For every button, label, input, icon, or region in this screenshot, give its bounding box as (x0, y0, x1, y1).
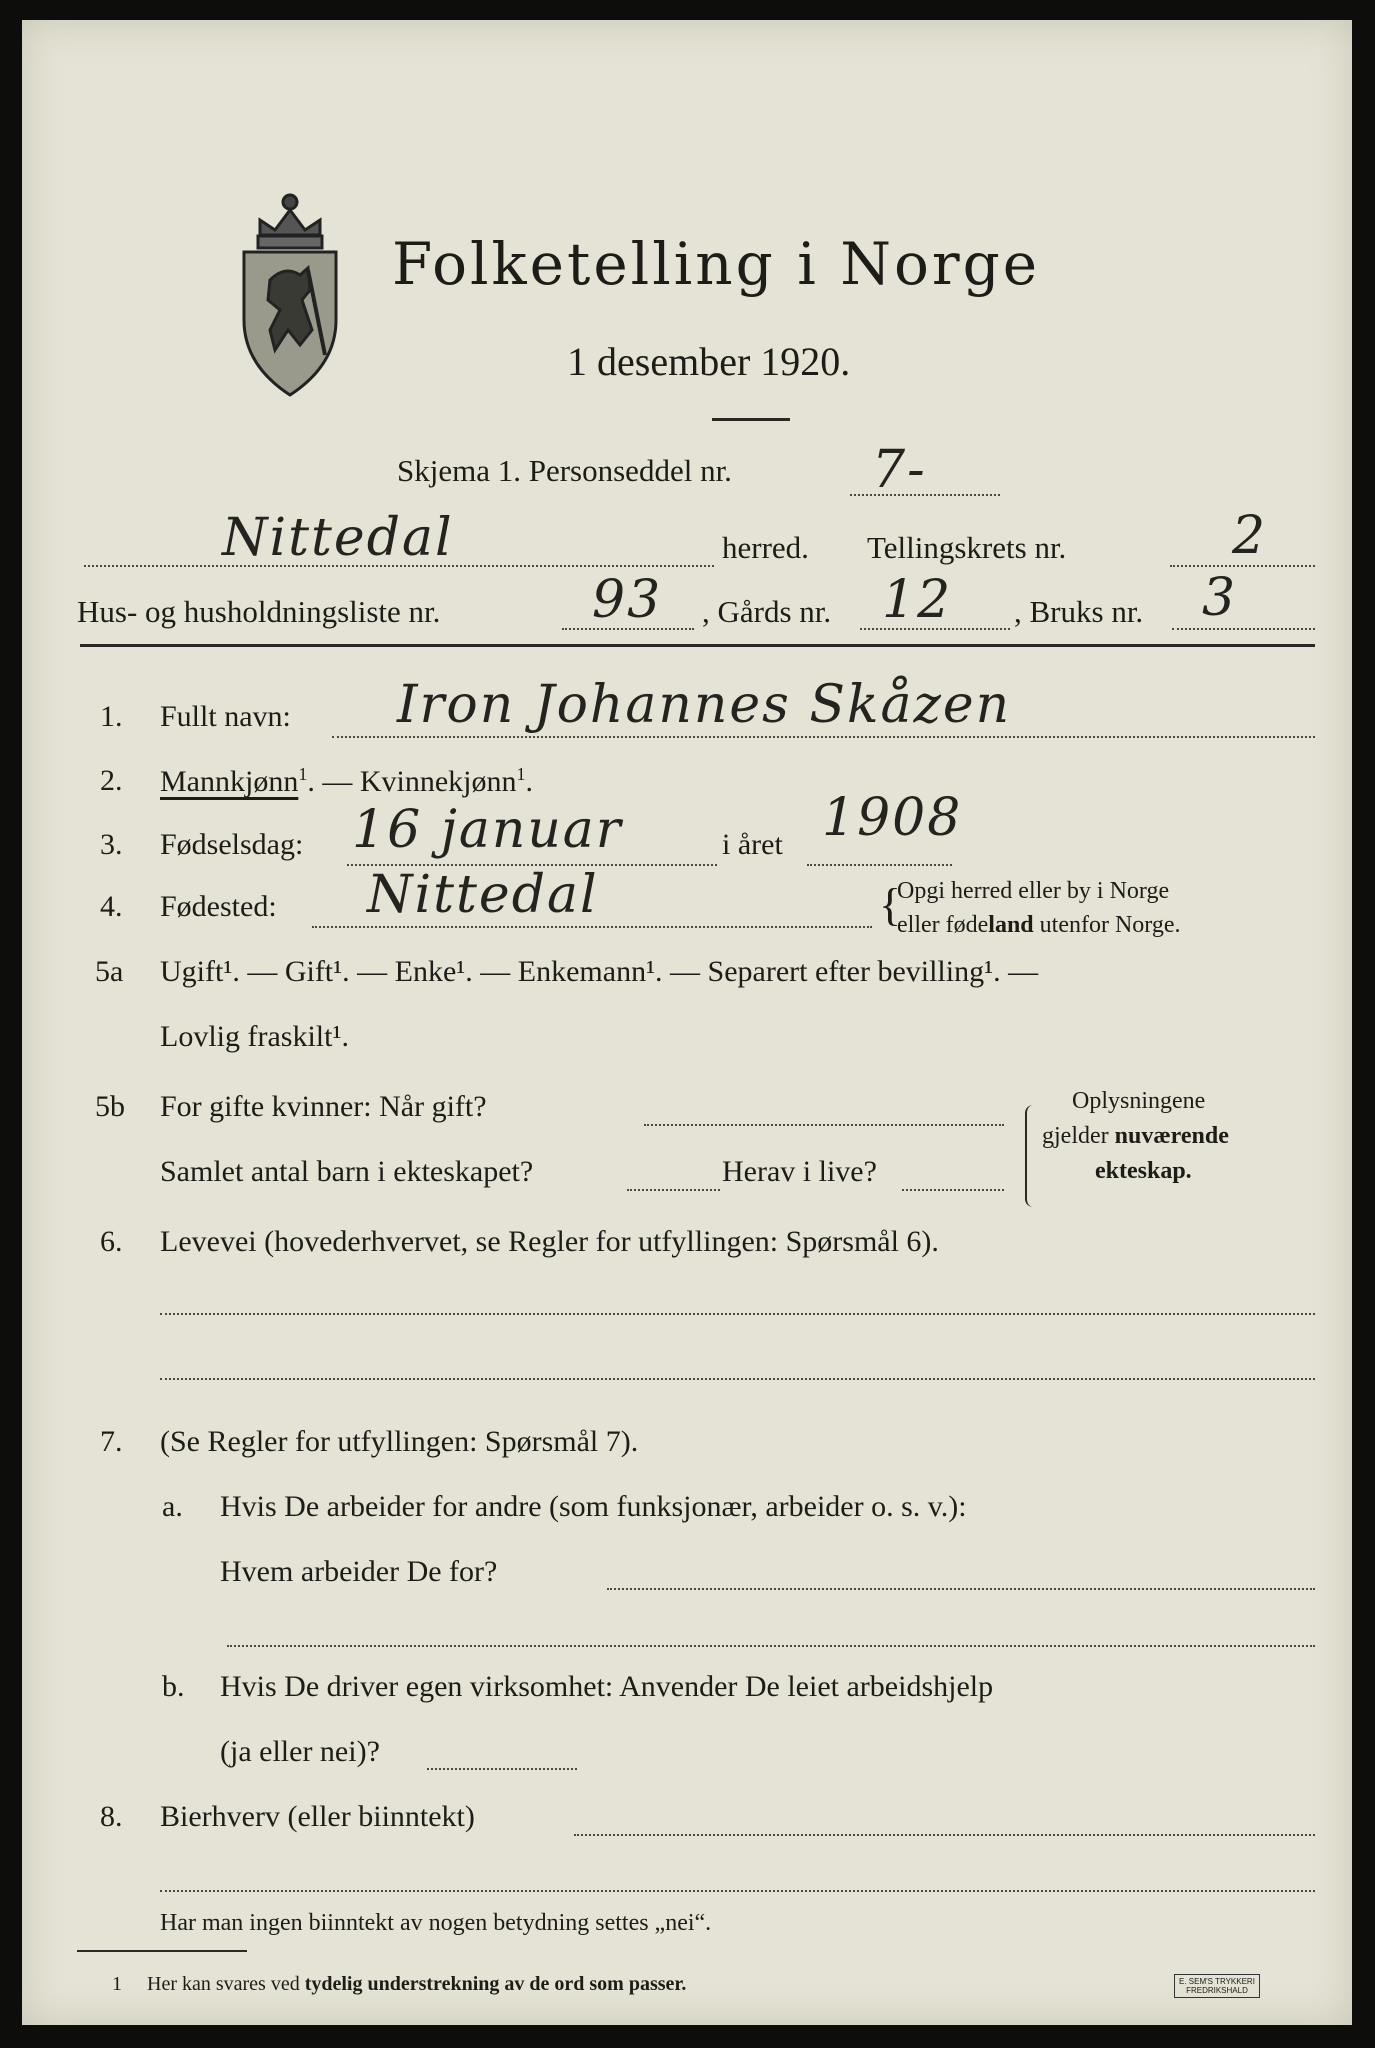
q7b-line1: Hvis De driver egen virksomhet: Anvender De leiet arbeidshjelp (220, 1670, 994, 1703)
q6-label: Levevei (hovederhvervet, se Regler for utfyllingen: Spørsmål 6). (160, 1225, 939, 1258)
herred-label: herred. (722, 530, 809, 565)
q5a-options-line2[interactable]: Lovlig fraskilt¹. (160, 1020, 349, 1053)
q3-label: Fødselsdag: (160, 828, 304, 861)
q6-line2[interactable] (160, 1378, 1315, 1380)
q5b-married-line (644, 1124, 1004, 1126)
q7-number: 7. (100, 1425, 123, 1458)
q5a-number: 5a (95, 955, 124, 988)
gards-value[interactable]: 12 (882, 570, 953, 630)
q5b-alive-label: Herav i live? (722, 1155, 877, 1188)
header-rule (80, 644, 1315, 647)
q7-label: (Se Regler for utfyllingen: Spørsmål 7). (160, 1425, 639, 1458)
q2-female-option[interactable]: . — Kvinnekjønn (307, 765, 517, 798)
q5b-number: 5b (95, 1090, 125, 1123)
census-form (22, 20, 1352, 2025)
q2-male-option[interactable]: Mannkjønn (160, 765, 299, 798)
q3-year-line (807, 864, 952, 866)
herred-value[interactable]: Nittedal (222, 508, 454, 568)
full-name-value[interactable]: Iron Johannes Skåzen (397, 675, 1012, 735)
q4-number: 4. (100, 890, 123, 923)
birthplace-value[interactable]: Nittedal (367, 865, 599, 925)
q5a-options[interactable]: Ugift¹. — Gift¹. — Enke¹. — Enkemann¹. — Separert efter bevilling¹. — (160, 955, 1039, 988)
q2-number: 2. (100, 764, 123, 797)
title-divider (712, 418, 790, 421)
q8-line[interactable] (574, 1834, 1315, 1836)
q8-label: Bierhverv (eller biinntekt) (160, 1800, 475, 1833)
q3-number: 3. (100, 828, 123, 861)
form-date: 1 desember 1920. (567, 339, 851, 384)
q4-label: Fødested: (160, 890, 277, 923)
q1-number: 1. (100, 700, 123, 733)
q4-line (312, 926, 872, 928)
q3-year-label: i året (722, 828, 783, 861)
bruks-value[interactable]: 3 (1202, 568, 1238, 628)
q5b-alive-line (902, 1189, 1004, 1191)
personseddel-value[interactable]: 7- (872, 440, 927, 500)
q7b-line2: (ja eller nei)? (220, 1735, 380, 1768)
footnote-text: Her kan svares ved tydelig understrekning av de ord som passer. (147, 1973, 687, 1995)
q7a-line-extra[interactable] (227, 1645, 1315, 1647)
q8-line-extra[interactable] (160, 1890, 1315, 1892)
q4-brace: { (879, 879, 902, 930)
q5b-note-line2: gjelder nuværende (1042, 1123, 1229, 1149)
birthday-value[interactable]: 16 januar (352, 800, 623, 860)
birth-year-value[interactable]: 1908 (822, 788, 963, 848)
form-title: Folketelling i Norge (392, 230, 1041, 298)
schema-label: Skjema 1. Personseddel nr. (397, 453, 732, 488)
coat-of-arms-icon (230, 180, 350, 400)
husliste-label: Hus- og husholdningsliste nr. (77, 594, 441, 629)
q7b-number: b. (162, 1670, 185, 1703)
q7a-line1: Hvis De arbeider for andre (som funksjonær, arbeider o. s. v.): (220, 1490, 967, 1523)
husliste-value[interactable]: 93 (592, 570, 663, 630)
q7a-line2: Hvem arbeider De for? (220, 1555, 498, 1588)
tellingskrets-label: Tellingskrets nr. (867, 530, 1067, 565)
footnote-rule (77, 1950, 247, 1952)
q5b-children-line (627, 1189, 720, 1191)
q5b-note-line1: Oplysningene (1072, 1088, 1206, 1114)
footnote-mark: 1 (112, 1973, 122, 1995)
printer-stamp: E. SEM'S TRYKKERI FREDRIKSHALD (1174, 1974, 1260, 1998)
bruks-label: , Bruks nr. (1014, 594, 1144, 629)
tellingskrets-value[interactable]: 2 (1232, 506, 1268, 566)
bruks-line (1172, 628, 1315, 630)
q4-note-line1: Opgi herred eller by i Norge (897, 878, 1170, 904)
q6-line1[interactable] (160, 1313, 1315, 1315)
q7a-number: a. (162, 1490, 183, 1523)
q8-number: 8. (100, 1800, 123, 1833)
q4-note-line2: eller fødeland utenfor Norge. (897, 912, 1181, 938)
q1-label: Fullt navn: (160, 700, 291, 733)
q1-line (332, 736, 1315, 738)
q2-options: Mannkjønn$^1$. — Kvinnekjønn$^1$. (160, 764, 533, 798)
q6-number: 6. (100, 1225, 123, 1258)
q8-note: Har man ingen biinntekt av nogen betydning settes „nei“. (160, 1910, 712, 1936)
q5b-note-line3: ekteskap. (1095, 1158, 1192, 1184)
q5b-children-label: Samlet antal barn i ekteskapet? (160, 1155, 534, 1188)
q7b-line[interactable] (427, 1768, 577, 1770)
q7a-line[interactable] (607, 1588, 1315, 1590)
q5b-married-label: For gifte kvinner: Når gift? (160, 1090, 487, 1123)
q5b-bracket (1025, 1105, 1033, 1207)
gards-label: , Gårds nr. (702, 594, 832, 629)
